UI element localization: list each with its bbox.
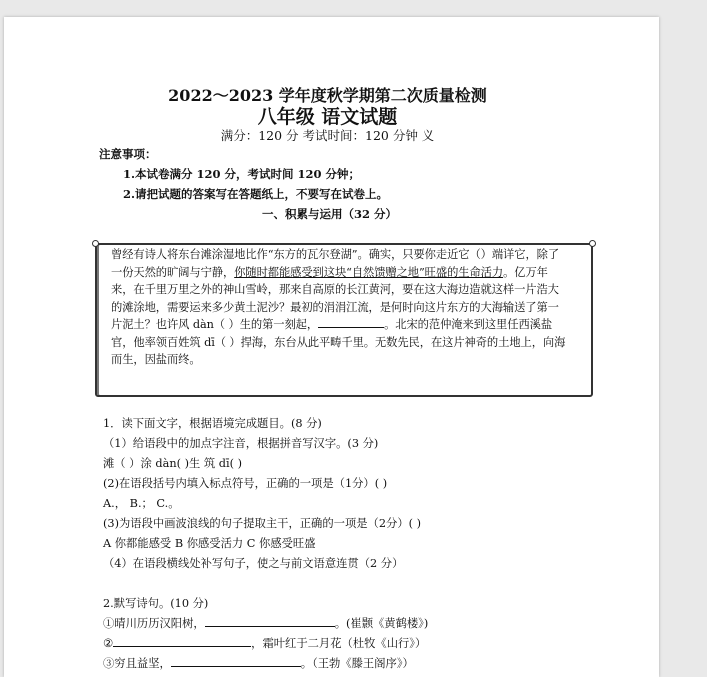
question-1-3-options: A 你都能感受 B 你感受活力 C 你感受旺盛 [103, 537, 316, 550]
passage-line: 而生，因盐而终。 [111, 353, 201, 366]
passage-line: 来，在千里万里之外的神山雪岭，那来自高原的长江黄河，要在这大海边造就这样一片浩大 [111, 283, 559, 296]
poem-line-2 [103, 635, 426, 651]
question-1-1-items: 滩（ ）涂 dàn( )生 筑 dī( ) [103, 457, 243, 470]
passage-text: 一份天然的旷阔与宁静， [111, 265, 235, 279]
poem-line-1 [103, 615, 428, 631]
fill-blank[interactable] [171, 656, 301, 667]
scroll-corner-icon [589, 240, 596, 247]
fill-blank[interactable] [205, 616, 335, 627]
section-title: 一、积累与运用（32 分） [262, 207, 398, 221]
notes-heading: 注意事项： [99, 147, 157, 161]
question-1-4: （4）在语段横线处补写句子，使之与前文语意连贯（2 分） [103, 557, 404, 570]
question-1-2-options: A.， B.； C.。 [103, 497, 180, 510]
poem-text: 。(崔颢《黄鹤楼》) [334, 617, 429, 630]
scroll-corner-icon [92, 240, 99, 247]
question-1-2: (2)在语段括号内填入标点符号，正确的一项是（1分）( ) [103, 477, 388, 490]
fill-blank[interactable] [318, 316, 384, 328]
poem-text: ② [103, 637, 114, 650]
poem-line-3 [103, 655, 414, 671]
passage-text: 。北宋的范仲淹来到这里任西溪盐 [384, 318, 553, 331]
question-1: 1．读下面文字，根据语境完成题目。(8 分) [103, 417, 322, 430]
passage-text: 片泥土？也许风 dàn（ ）生的第一刻起， [111, 318, 319, 331]
note-item-2: 2.请把试题的答案写在答题纸上，不要写在试卷上。 [123, 187, 389, 201]
passage-line [111, 264, 581, 282]
poem-text: ①晴川历历汉阳树， [103, 617, 205, 630]
passage-line: 官，他率领百姓筑 dī（ ）捍海，东台从此平畴千里。无数先民，在这片神奇的土地上，向海 [111, 335, 566, 349]
note-item-1: 1.本试卷满分 120 分，考试时间 120 分钟； [123, 167, 361, 181]
passage-line [111, 316, 581, 334]
passage-line: 曾经有诗人将东台滩涂湿地比作“东方的瓦尔登湖”。确实，只要你走近它（）端详它，除了 [111, 248, 560, 261]
question-1-1: （1）给语段中的加点字注音，根据拼音写汉字。(3 分) [103, 437, 379, 450]
passage-text: 。亿万年 [503, 265, 548, 279]
question-2: 2.默写诗句。(10 分) [103, 597, 209, 610]
exam-title: 2022～2023 学年度秋学期第二次质量检测 [168, 86, 487, 105]
fill-blank[interactable] [113, 636, 251, 647]
passage-line: 的滩涂地，需要运来多少黄土泥沙？最初的涓涓江流，是何时向这片东方的大海输送了第一 [111, 300, 559, 314]
poem-text: ，霜叶红于二月花（杜牧《山行》） [251, 637, 427, 650]
underlined-sentence: 你随时都能感受到这块“自然馈赠之地”旺盛的生命活力 [234, 265, 504, 279]
poem-text: ③穷且益坚， [103, 657, 171, 670]
poem-text: 。（王勃《滕王阁序》） [300, 657, 414, 670]
question-1-3: (3)为语段中画波浪线的句子提取主干，正确的一项是（2分）( ) [103, 517, 422, 530]
exam-subtitle: 八年级 语文试题 [257, 106, 398, 128]
reading-passage [111, 246, 581, 369]
exam-meta: 满分：120 分 考试时间：120 分钟 义 [220, 128, 435, 143]
